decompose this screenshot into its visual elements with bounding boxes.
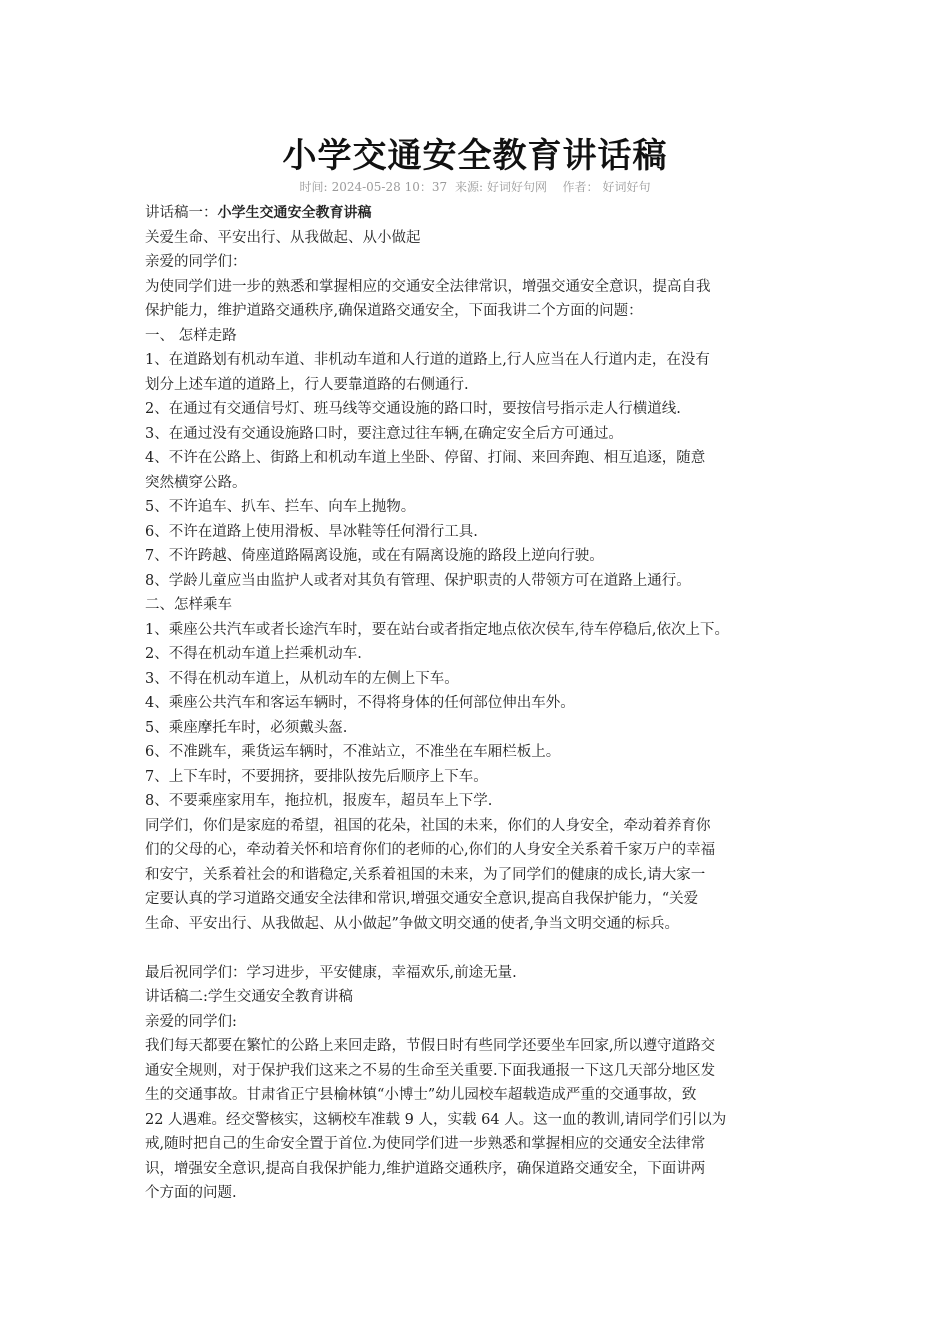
- text-line: 3、不得在机动车道上，从机动车的左侧上下车。: [145, 670, 459, 687]
- text-line: 保护能力，维护道路交通秩序,确保道路交通安全，下面我讲二个方面的问题：: [145, 303, 643, 319]
- text-line: 4、乘座公共汽车和客运车辆时，不得将身体的任何部位伸出车外。: [145, 695, 575, 711]
- section-heading: 小学生交通安全教育讲稿: [217, 205, 372, 221]
- text-line: 生命、平安出行、从我做起、从小做起”争做文明交通的使者,争当文明交通的标兵。: [145, 915, 680, 932]
- text-line: 7、上下车时，不要拥挤，要排队按先后顺序上下车。: [145, 768, 488, 785]
- text-line: 3、在通过没有交通设施路口时，要注意过往车辆,在确定安全后方可通过。: [145, 425, 623, 442]
- time-label: 时间:: [299, 180, 328, 194]
- text-line: 二、怎样乘车: [145, 597, 232, 613]
- text-line: 1、乘座公共汽车或者长途汽车时，要在站台或者指定地点依次侯车,待车停稳后,依次上下。: [145, 621, 729, 638]
- text-line: 1、在道路划有机动车道、非机动车道和人行道的道路上,行人应当在人行道内走，在没有: [145, 352, 710, 368]
- text-line: 8、不要乘座家用车，拖拉机，报废车，超员车上下学.: [145, 793, 493, 809]
- text-line: 5、乘座摩托车时，必须戴头盔.: [145, 719, 348, 736]
- text-line: 同学们，你们是家庭的希望，祖国的花朵，社国的未来，你们的人身安全，牵动着养育你: [145, 817, 711, 834]
- author-label: 作者：: [562, 180, 599, 194]
- text-line: 22 人遇难。经交警核实，这辆校车准载 9 人，实载 64 人。这一血的教训,请同学们引以为: [145, 1111, 727, 1128]
- text-line: 定要认真的学习道路交通安全法律和常识,增强交通安全意识,提高自我保护能力，“关爱: [145, 891, 699, 907]
- author-value: 好词好句: [602, 180, 651, 194]
- text-line: 亲爱的同学们：: [145, 254, 247, 270]
- text-line: 关爱生命、平安出行、从我做起、从小做起: [145, 229, 421, 246]
- section-prefix: 讲话稿一：: [145, 205, 218, 221]
- text-line: 通安全规则，对于保护我们这来之不易的生命至关重要.下面我通报一下这几天部分地区发: [145, 1062, 716, 1079]
- source-label: 来源:: [454, 180, 483, 194]
- source-value: 好词好句网: [486, 180, 547, 194]
- text-line: 识，增强安全意识,提高自我保护能力,维护道路交通秩序，确保道路交通安全，下面讲两: [145, 1160, 706, 1177]
- page-title: 小学交通安全教育讲话稿: [282, 136, 668, 176]
- text-line: [145, 936, 825, 961]
- text-line: 8、学龄儿童应当由监护人或者对其负有管理、保护职责的人带领方可在道路上通行。: [145, 572, 691, 589]
- text-line: 个方面的问题.: [145, 1185, 237, 1201]
- text-line: 为使同学们进一步的熟悉和掌握相应的交通安全法律常识，增强交通安全意识，提高自我: [145, 278, 711, 295]
- text-line: 一、 怎样走路: [145, 327, 237, 344]
- text-line: 戒,随时把自己的生命安全置于首位.为使同学们进一步熟悉和掌握相应的交通安全法律常: [145, 1136, 706, 1152]
- text-line: 们的父母的心，牵动着关怀和培育你们的老师的心,你们的人身安全关系着千家万户的幸福: [145, 842, 716, 858]
- time-value: 2024-05-28 10：37: [331, 180, 448, 194]
- text-line: 讲话稿二:学生交通安全教育讲稿: [145, 989, 353, 1005]
- text-line: 6、不准跳车，乘货运车辆时，不准站立，不准坐在车厢栏板上。: [145, 744, 561, 760]
- text-line: 2、不得在机动车道上拦乘机动车.: [145, 646, 362, 662]
- text-line: 最后祝同学们：学习进步，平安健康，幸福欢乐,前途无量.: [145, 964, 517, 981]
- text-line: 和安宁，关系着社会的和谐稳定,关系着祖国的未来，为了同学们的健康的成长,请大家一: [145, 866, 706, 883]
- text-line: 6、不许在道路上使用滑板、旱冰鞋等任何滑行工具.: [145, 523, 478, 540]
- text-line: 我们每天都要在繁忙的公路上来回走路，节假日时有些同学还要坐车回家,所以遵守道路交: [145, 1038, 716, 1054]
- text-line: 7、不许跨越、倚座道路隔离设施，或在有隔离设施的路段上逆向行驶。: [145, 548, 604, 564]
- text-line: 划分上述车道的道路上，行人要靠道路的右侧通行.: [145, 376, 469, 393]
- text-line: 突然横穿公路。: [145, 474, 247, 491]
- text-line: 5、不许追车、扒车、拦车、向车上抛物。: [145, 499, 416, 515]
- document-body: [145, 201, 825, 1206]
- text-line: 亲爱的同学们:: [145, 1013, 237, 1030]
- text-line: [145, 201, 825, 226]
- article-meta: [0, 178, 950, 195]
- text-line: 2、在通过有交通信号灯、班马线等交通设施的路口时，要按信号指示走人行横道线.: [145, 401, 681, 417]
- text-line: 生的交通事故。甘肃省正宁县榆林镇“小博士”幼儿园校车超载造成严重的交通事故，致: [145, 1087, 697, 1103]
- text-line: 4、不许在公路上、街路上和机动车道上坐卧、停留、打闹、来回奔跑、相互追逐，随意: [145, 450, 706, 466]
